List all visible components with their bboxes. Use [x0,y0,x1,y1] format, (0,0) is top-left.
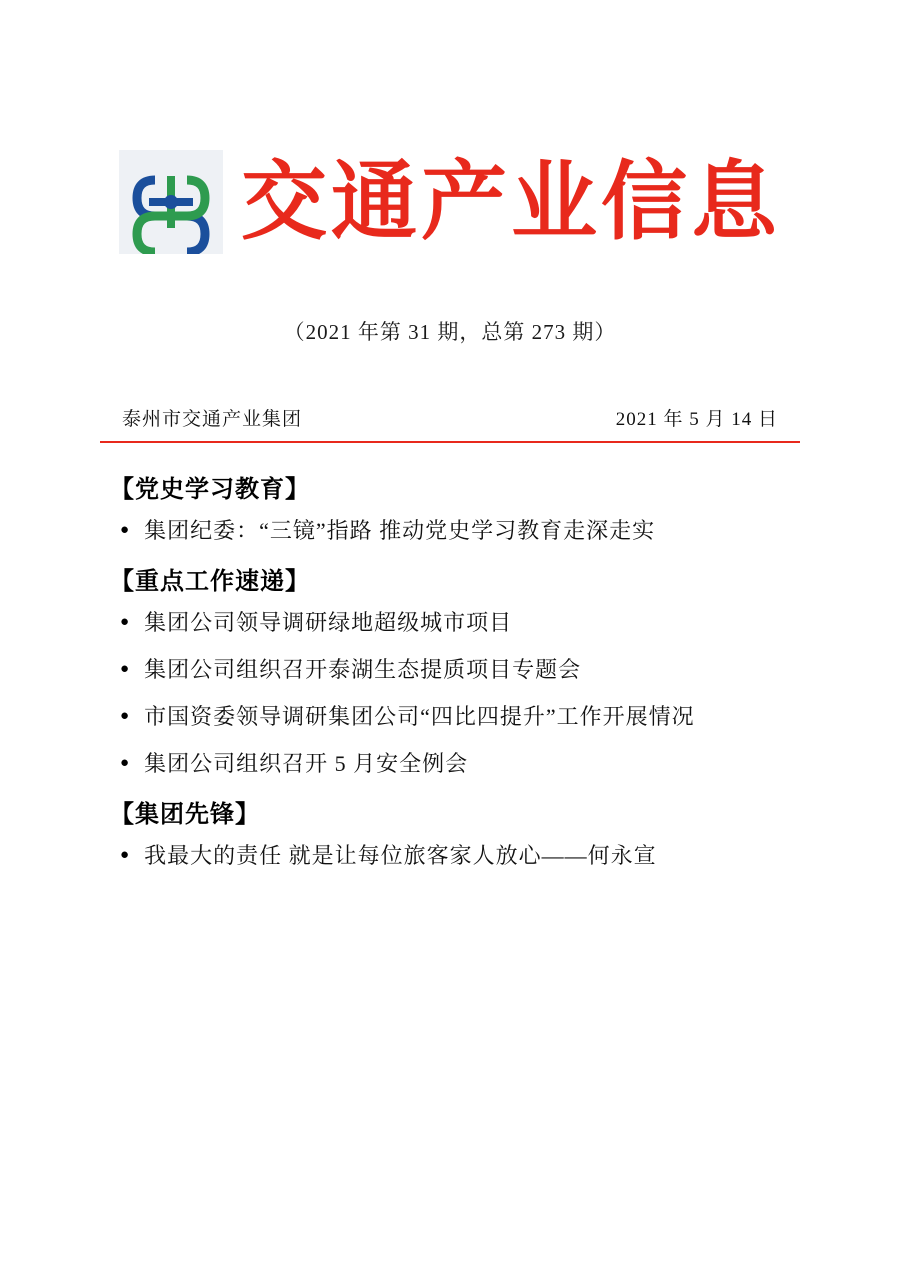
masthead [100,0,800,254]
list-item-label: 集团公司组织召开泰湖生态提质项目专题会 [144,657,582,682]
bullet-icon: ● [120,522,131,538]
interlocking-rings-logo-icon [119,150,223,254]
bullet-icon: ● [120,661,131,677]
bullet-icon: ● [120,847,131,863]
list-item-label: 集团纪委：“三镜”指路 推动党史学习教育走深走实 [144,518,656,543]
list-item-label: 市国资委领导调研集团公司“四比四提升”工作开展情况 [144,704,695,729]
bullet-icon: ● [120,708,131,724]
list-item [110,839,790,870]
list-item-label: 集团公司领导调研绿地超级城市项目 [144,610,513,635]
publisher-name: 泰州市交通产业集团 [122,409,303,430]
section-heading: 【党史学习教育】 [110,477,310,503]
meta-block [100,404,800,443]
section-heading: 【重点工作速递】 [110,569,310,595]
list-item-label: 集团公司组织召开 5 月安全例会 [144,751,469,776]
bullet-icon: ● [120,755,131,771]
bullet-icon: ● [120,614,131,630]
publish-date: 2021 年 5 月 14 日 [615,409,778,430]
issue-number-line: （2021 年第 31 期，总第 273 期） [283,320,617,344]
content-body [100,469,800,870]
header-divider [100,441,800,443]
list-item [110,747,790,778]
list-item [110,700,790,731]
page-title: 交通产业信息 [241,154,781,250]
list-item-label: 我最大的责任 就是让每位旅客家人放心——何永宣 [144,843,657,868]
list-item [110,606,790,637]
list-item [110,653,790,684]
list-item [110,514,790,545]
section-heading: 【集团先锋】 [110,802,260,828]
meta-row [100,404,800,441]
